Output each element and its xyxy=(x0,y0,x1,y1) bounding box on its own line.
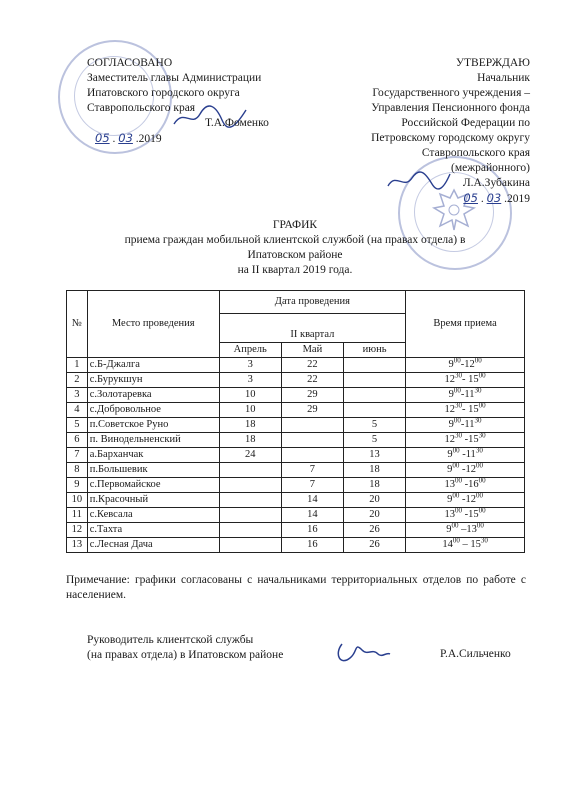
row-number: 7 xyxy=(67,448,88,463)
time-start-hour: 9 xyxy=(446,524,452,535)
row-april: 18 xyxy=(219,433,281,448)
row-place: с.Бурукшун xyxy=(87,373,219,388)
row-number: 1 xyxy=(67,358,88,373)
row-time xyxy=(406,508,525,523)
time-start-hour: 9 xyxy=(448,419,454,430)
time-end-hour: 13 xyxy=(466,524,477,535)
row-number: 8 xyxy=(67,463,88,478)
row-may xyxy=(281,448,343,463)
table-row xyxy=(67,508,525,523)
document-title xyxy=(70,218,520,278)
time-start-hour: 9 xyxy=(448,389,454,400)
time-end-min: 00 xyxy=(478,371,486,380)
time-separator: - xyxy=(460,419,465,430)
row-june xyxy=(343,388,405,403)
table-row xyxy=(67,403,525,418)
time-separator: - xyxy=(460,389,465,400)
time-separator: - xyxy=(459,494,466,505)
row-april: 10 xyxy=(219,403,281,418)
time-start-min: 00 xyxy=(453,356,461,365)
row-time xyxy=(406,478,525,493)
table-row xyxy=(67,418,525,433)
row-june: 18 xyxy=(343,478,405,493)
time-start-min: 00 xyxy=(455,506,462,515)
time-separator: - xyxy=(462,434,469,445)
time-separator: - xyxy=(460,359,465,370)
approval-right-org-1: Государственного учреждения – xyxy=(372,87,530,99)
row-number: 12 xyxy=(67,523,88,538)
row-may xyxy=(281,433,343,448)
time-end-hour: 15 xyxy=(470,539,481,550)
row-april: 3 xyxy=(219,373,281,388)
header-month-june: июнь xyxy=(343,343,405,358)
approval-right-position: Начальник xyxy=(477,72,530,84)
time-separator: - xyxy=(462,374,469,385)
header-time: Время приема xyxy=(406,291,525,358)
row-place: с.Б-Джалга xyxy=(87,358,219,373)
time-separator: - xyxy=(462,479,469,490)
time-end-hour: 15 xyxy=(468,374,479,385)
approval-right-signer: Л.А.Зубакина xyxy=(462,177,530,189)
row-may: 14 xyxy=(281,508,343,523)
row-april xyxy=(219,463,281,478)
header-num: № xyxy=(67,291,88,358)
approval-left-date: 05 . 03 .2019 xyxy=(95,131,162,145)
time-end-hour: 11 xyxy=(464,389,475,400)
row-time xyxy=(406,523,525,538)
table-row xyxy=(67,358,525,373)
row-time xyxy=(406,388,525,403)
time-start-min: 00 xyxy=(453,386,461,395)
time-end-hour: 12 xyxy=(465,494,476,505)
time-end-min: 30 xyxy=(478,431,486,440)
approval-right-org-5: Ставропольского края xyxy=(421,147,530,159)
row-may: 22 xyxy=(281,373,343,388)
row-time xyxy=(406,358,525,373)
row-place: с.Лесная Дача xyxy=(87,538,219,553)
row-june: 20 xyxy=(343,493,405,508)
approval-left-signer: Т.А.Фоменко xyxy=(205,117,269,129)
header-date-group: Дата проведения xyxy=(219,291,405,314)
row-april: 18 xyxy=(219,418,281,433)
note: Примечание: графики согласованы с начальниками территориальных отделов по работе с населением. xyxy=(66,574,526,601)
time-end-hour: 12 xyxy=(465,464,476,475)
title-heading: ГРАФИК xyxy=(272,219,318,231)
row-june: 5 xyxy=(343,433,405,448)
time-start-hour: 12 xyxy=(444,434,455,445)
time-start-min: 00 xyxy=(453,416,461,425)
time-start-min: 00 xyxy=(452,536,460,545)
time-start-hour: 9 xyxy=(447,449,453,460)
time-start-hour: 9 xyxy=(448,359,454,370)
table-row xyxy=(67,478,525,493)
time-end-min: 30 xyxy=(474,386,482,395)
row-june: 26 xyxy=(343,538,405,553)
approval-right-date: 05 . 03 .2019 xyxy=(463,191,530,205)
time-end-hour: 12 xyxy=(464,359,475,370)
row-april xyxy=(219,523,281,538)
approval-right xyxy=(371,56,530,207)
row-may: 16 xyxy=(281,523,343,538)
approval-right-heading: УТВЕРЖДАЮ xyxy=(455,57,530,69)
row-may: 29 xyxy=(281,388,343,403)
row-april: 10 xyxy=(219,388,281,403)
row-april xyxy=(219,493,281,508)
row-number: 5 xyxy=(67,418,88,433)
time-start-min: 00 xyxy=(452,446,460,455)
row-june: 13 xyxy=(343,448,405,463)
row-april xyxy=(219,538,281,553)
row-june xyxy=(343,403,405,418)
title-line-1: приема граждан мобильной клиентской службой (на правах отдела) в xyxy=(124,234,466,246)
title-line-2: Ипатовском районе xyxy=(247,249,343,261)
table-row xyxy=(67,433,525,448)
time-end-min: 30 xyxy=(475,446,483,455)
time-start-min: 00 xyxy=(455,476,462,485)
row-number: 4 xyxy=(67,403,88,418)
row-april xyxy=(219,508,281,523)
row-place: п.Советское Руно xyxy=(87,418,219,433)
row-number: 9 xyxy=(67,478,88,493)
time-end-hour: 11 xyxy=(464,419,475,430)
row-place: п. Винодельненский xyxy=(87,433,219,448)
footer-signer: Р.А.Сильченко xyxy=(440,648,511,660)
approval-right-date-month: 03 xyxy=(486,191,502,205)
row-place: с.Добровольное xyxy=(87,403,219,418)
row-april: 3 xyxy=(219,358,281,373)
footer-line-1: Руководитель клиентской службы xyxy=(87,634,254,646)
time-end-min: 00 xyxy=(478,506,486,515)
time-start-min: 30 xyxy=(455,401,462,410)
table-row xyxy=(67,523,525,538)
time-start-hour: 12 xyxy=(444,404,455,415)
row-time xyxy=(406,433,525,448)
schedule-table-body xyxy=(67,358,525,553)
approval-left-org-1: Ипатовского городского округа xyxy=(87,87,240,99)
approval-right-date-year: .2019 xyxy=(504,193,530,205)
schedule-table xyxy=(66,290,525,553)
row-june: 18 xyxy=(343,463,405,478)
row-may xyxy=(281,418,343,433)
header-month-april: Апрель xyxy=(219,343,281,358)
row-june xyxy=(343,373,405,388)
row-place: с.Кевсала xyxy=(87,508,219,523)
approval-left xyxy=(87,56,269,147)
time-end-min: 00 xyxy=(478,476,486,485)
row-time xyxy=(406,493,525,508)
time-start-min: 30 xyxy=(455,371,462,380)
time-end-min: 00 xyxy=(478,401,486,410)
row-number: 11 xyxy=(67,508,88,523)
row-may: 29 xyxy=(281,403,343,418)
header-quarter: II квартал xyxy=(219,314,405,343)
row-place: п.Красочный xyxy=(87,493,219,508)
row-may: 14 xyxy=(281,493,343,508)
approval-left-date-year: .2019 xyxy=(135,133,162,145)
time-separator: - xyxy=(462,509,469,520)
footer-signature-icon xyxy=(332,634,392,670)
time-end-hour: 15 xyxy=(468,404,479,415)
time-start-min: 00 xyxy=(452,461,460,470)
approval-left-date-month: 03 xyxy=(118,131,133,145)
approval-left-position: Заместитель главы Администрации xyxy=(87,72,262,84)
row-may: 7 xyxy=(281,463,343,478)
time-end-hour: 15 xyxy=(468,434,479,445)
row-time xyxy=(406,418,525,433)
row-number: 6 xyxy=(67,433,88,448)
approval-right-org-4: Петровскому городскому округу xyxy=(371,132,530,144)
approval-right-org-2: Управления Пенсионного фонда xyxy=(371,102,530,114)
row-june: 5 xyxy=(343,418,405,433)
time-start-hour: 12 xyxy=(444,374,455,385)
time-separator: – xyxy=(458,524,467,535)
row-june: 20 xyxy=(343,508,405,523)
time-end-min: 00 xyxy=(476,461,483,470)
row-number: 3 xyxy=(67,388,88,403)
time-end-hour: 16 xyxy=(468,479,479,490)
time-end-min: 30 xyxy=(474,416,482,425)
time-end-min: 30 xyxy=(480,536,488,545)
time-end-min: 00 xyxy=(474,356,482,365)
time-start-hour: 9 xyxy=(447,494,453,505)
time-end-min: 00 xyxy=(476,491,483,500)
time-separator: - xyxy=(459,449,466,460)
row-place: с.Золотаревка xyxy=(87,388,219,403)
row-time xyxy=(406,373,525,388)
row-time xyxy=(406,463,525,478)
time-end-min: 00 xyxy=(476,521,484,530)
table-row xyxy=(67,493,525,508)
approval-left-date-day: 05 xyxy=(95,131,110,145)
row-number: 10 xyxy=(67,493,88,508)
row-number: 13 xyxy=(67,538,88,553)
time-end-hour: 11 xyxy=(465,449,476,460)
approval-left-heading: СОГЛАСОВАНО xyxy=(87,57,173,69)
row-april xyxy=(219,478,281,493)
time-start-min: 30 xyxy=(455,431,462,440)
row-place: п.Большевик xyxy=(87,463,219,478)
row-time xyxy=(406,538,525,553)
footer xyxy=(87,633,283,663)
time-end-hour: 15 xyxy=(468,509,479,520)
time-separator: – xyxy=(459,539,471,550)
header-month-may: Май xyxy=(281,343,343,358)
table-row xyxy=(67,373,525,388)
time-start-hour: 13 xyxy=(444,479,455,490)
row-place: а.Барханчак xyxy=(87,448,219,463)
time-separator: - xyxy=(459,464,466,475)
approval-right-org-6: (межрайонного) xyxy=(451,162,530,174)
time-start-min: 00 xyxy=(452,491,460,500)
row-june: 26 xyxy=(343,523,405,538)
approval-right-date-day: 05 xyxy=(463,191,478,205)
table-row xyxy=(67,538,525,553)
row-place: с.Первомайское xyxy=(87,478,219,493)
time-start-hour: 9 xyxy=(447,464,453,475)
approval-left-org-2: Ставропольского края xyxy=(87,102,196,114)
time-start-hour: 13 xyxy=(444,509,455,520)
table-row xyxy=(67,463,525,478)
approval-right-org-3: Российской Федерации по xyxy=(401,117,530,129)
table-row xyxy=(67,388,525,403)
row-may: 22 xyxy=(281,358,343,373)
row-june xyxy=(343,358,405,373)
table-row xyxy=(67,448,525,463)
time-start-min: 00 xyxy=(451,521,459,530)
time-start-hour: 14 xyxy=(442,539,453,550)
row-may: 16 xyxy=(281,538,343,553)
title-line-3: на II квартал 2019 года. xyxy=(237,264,353,276)
row-time xyxy=(406,403,525,418)
row-may: 7 xyxy=(281,478,343,493)
footer-line-2: (на правах отдела) в Ипатовском районе xyxy=(87,649,284,661)
row-place: с.Тахта xyxy=(87,523,219,538)
time-separator: - xyxy=(462,404,469,415)
header-place: Место проведения xyxy=(87,291,219,358)
row-time xyxy=(406,448,525,463)
row-number: 2 xyxy=(67,373,88,388)
row-april: 24 xyxy=(219,448,281,463)
